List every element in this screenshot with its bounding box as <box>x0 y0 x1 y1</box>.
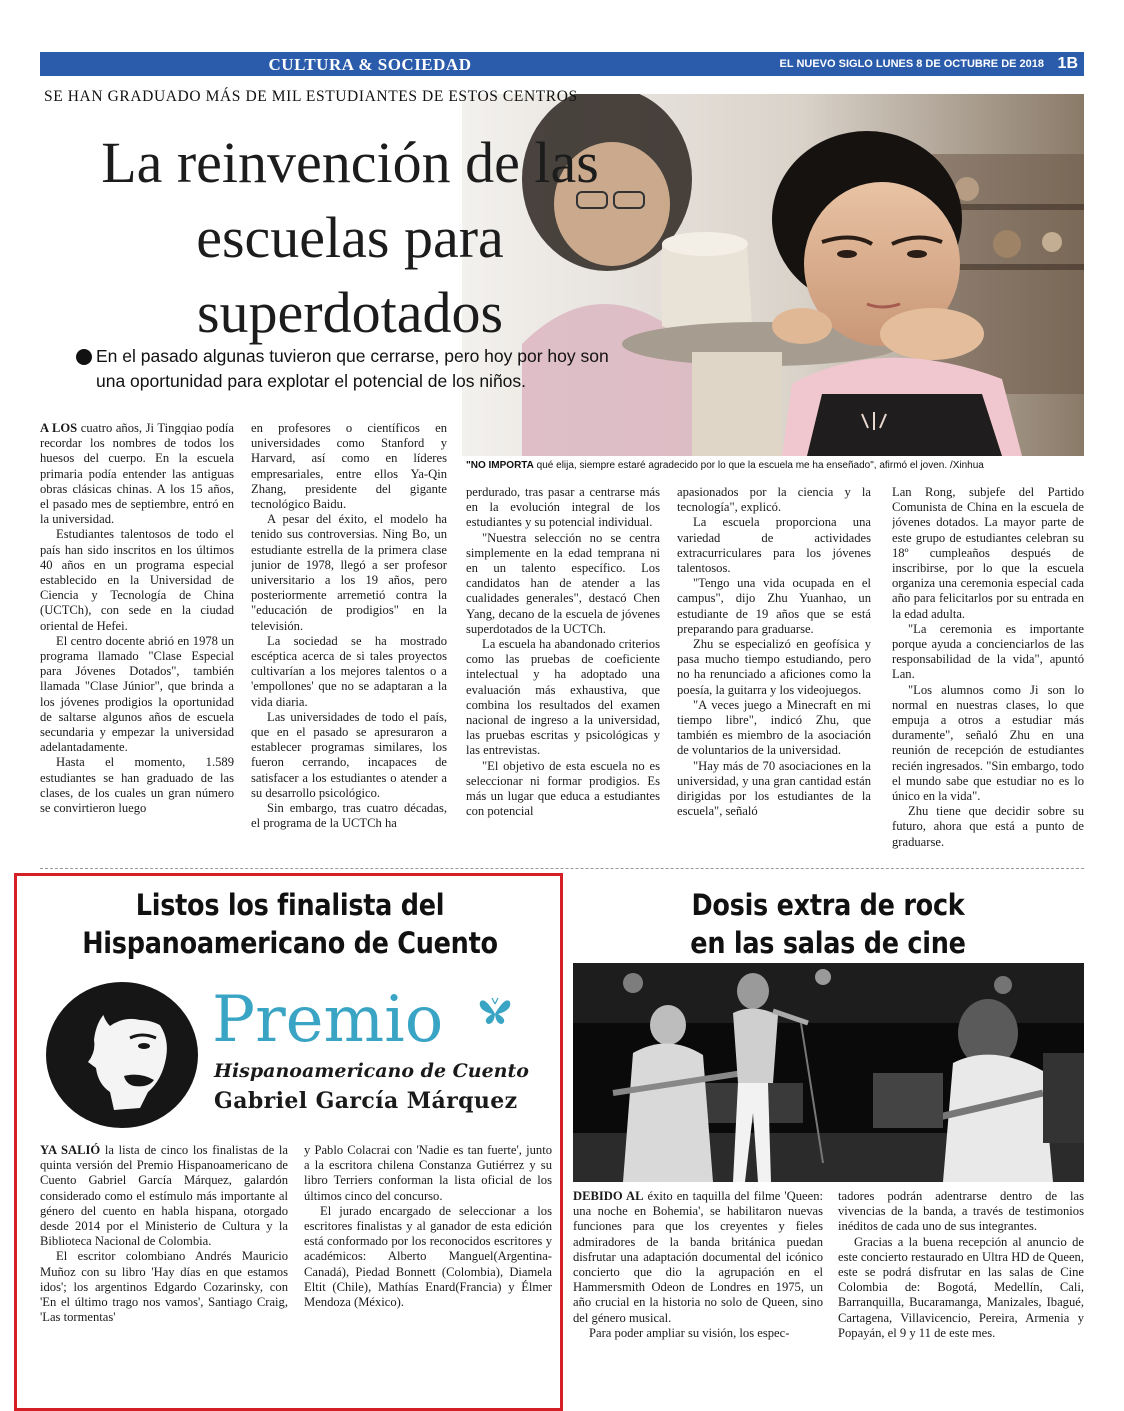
main-column-1 <box>40 421 234 865</box>
paragraph: El centro docente abrió en 1978 un programa llamado "Clase Especial para Jóvenes Dotados", también llamada "Clase Júnior", que brinda a los jóvenes prodigios la oportunidad de saltarse algunos años de escuela secundaria y empezar la universidad adelantadamente. <box>40 633 234 755</box>
butterfly-icon <box>478 994 512 1028</box>
paragraph: "La ceremonia es importante porque ayuda a concienciarlos de las responsabilidad de la vida", apuntó Lan. <box>892 621 1084 682</box>
main-column-3 <box>466 485 660 865</box>
paragraph: "Hay más de 70 asociaciones en la universidad, y una gran cantidad están dirigidas por los estudiantes de la escuela", señaló <box>677 758 871 819</box>
paragraph: en profesores o científicos en universidades como Stanford y Harvard, así como en líderes empresariales, entre ellos Ya-Qin Zhang, presidente del gigante tecnológico Baidu. <box>251 421 447 512</box>
paragraph: La escuela ha abandonado criterios como las pruebas de coeficiente intelectual y ha adoptado una evaluación más exhaustiva, que combina los resultados del examen nacional de ingreso a la universidad, las pruebas escritas y psicológicas y las entrevistas. <box>466 637 660 758</box>
lead-word: A LOS <box>40 421 78 435</box>
dek: En el pasado algunas tuvieron que cerrarse, pero hoy por hoy son una oportunidad para explotar el potencial de los niños. <box>96 346 609 391</box>
premio-logo-subtitle: Hispanoamericano de Cuento <box>214 1060 529 1082</box>
paragraph: perdurado, tras pasar a centrarse más en la evolución integral de los estudiantes y su potencial individual. <box>466 485 660 530</box>
caption-lead: "NO IMPORTA <box>466 460 534 471</box>
paragraph: La escuela proporciona una variedad de actividades extracurriculares para los jóvenes talentosos. <box>677 515 871 576</box>
date-line: EL NUEVO SIGLO LUNES 8 DE OCTUBRE DE 2018 <box>779 58 1044 70</box>
paragraph: "Nuestra selección no se centra simplemente en la edad temprana ni en un talento específico. Los candidatos han de atender a las cualidades generales", destacó Chen Yang, decano de la escuela de jóvenes superdotados de la UCTCh. <box>466 530 660 636</box>
rock-column-2 <box>838 1189 1084 1399</box>
section-title: CULTURA & SOCIEDAD <box>268 55 472 74</box>
paragraph: El escritor colombiano Andrés Mauricio Muñoz con su libro 'Hay días en que estamos idos'; los argentinos Edgardo Cozarinsky, con 'En el último trago nos vamos', Santiago Craig, 'Las tormentas' <box>40 1249 288 1325</box>
paragraph: A pesar del éxito, el modelo ha tenido sus controversias. Ning Bo, un estudiante estrella de la primera clase junior de 1978, llegó a ser profesor universitario a los 19 años, pero posteriormente arremetió contra la "educación de prodigios" en la televisión. <box>251 512 447 633</box>
section-divider <box>40 868 1084 869</box>
paragraph: y Pablo Colacrai con 'Nadie es tan fuerte', junto a la escritora chilena Constanza Gutiérrez y su libro Terriers conforman la lista oficial de los últimos cinco del concurso. <box>304 1143 552 1203</box>
premio-column-2 <box>304 1143 552 1403</box>
lead-word: DEBIDO AL <box>573 1189 644 1203</box>
headline: La reinvención de las escuelas para superdotados <box>101 130 599 345</box>
paragraph: Las universidades de todo el país, que en el pasado se apresuraron a establecer programas similares, los fueron cerrando, incapaces de satisfacer a los estudiantes o atender a su desarrollo psicológico. <box>251 709 447 800</box>
premio-column-1 <box>40 1143 288 1403</box>
paragraph: tadores podrán adentrarse dentro de las vivencias de la banda, a través de testimonios inéditos de cada uno de sus integrantes. <box>838 1189 1084 1234</box>
paragraph: A LOS cuatro años, Ji Tingqiao podía recordar los nombres de todos los huesos del cuerpo. En la escuela primaria podía entender las antiguas obras clásicas chinas. A los 15 años, el pasado mes de septiembre, entró en la universidad. <box>40 421 234 527</box>
paragraph: Gracias a la buena recepción al anuncio de este concierto restaurado en Ultra HD de Queen, este se podrá disfrutar en las salas de Cine Colombia de: Bogotá, Medellín, Cali, Barranquilla, Bucaramanga, Manizales, Ibagué, Cartagena, Villavicencio, Pereira, Armenia y Popayán, el 9 y 11 de este mes. <box>838 1234 1084 1340</box>
paragraph: YA SALIÓ la lista de cinco los finalistas de la quinta versión del Premio Hispanoamericano de Cuento Gabriel García Márquez, galardón considerado como el estímulo más importante al género del cuento en habla hispana, otorgado desde 2014 por el Ministerio de Cultura y la Biblioteca Nacional de Colombia. <box>40 1143 288 1249</box>
premio-logo-name: Gabriel García Márquez <box>214 1088 518 1114</box>
gabo-portrait-logo <box>44 980 204 1130</box>
paragraph: Para poder ampliar su visión, los espec- <box>589 1325 790 1340</box>
paragraph: "Los alumnos como Ji son lo normal en nuestras clases, lo que empuja a otros a estudiar más duramente", señaló Zhu en una reunión de recepción de estudiantes recién ingresados. "Sin embargo, todo el mundo sabe que estudiar no es lo único en la vida". <box>892 682 1084 804</box>
paragraph: Zhu se especializó en geofísica y pasa mucho tiempo estudiando, pero no ha renunciado a aficiones como la poesía, la guitarra y los videojuegos. <box>677 637 871 697</box>
bullet-icon <box>76 349 92 365</box>
paragraph: Sin embargo, tras cuatro décadas, el programa de la UCTCh ha <box>251 801 447 831</box>
premio-logo-text: Premio <box>212 983 444 1057</box>
premio-headline: Listos los finalista del Hispanoamericano de Cuento <box>82 888 498 960</box>
rock-column-1 <box>573 1189 823 1399</box>
section-header-band <box>40 52 1084 76</box>
caption-text: qué elija, siempre estaré agradecido por lo que la escuela me ha enseñado", afirmó el joven. /Xinhua <box>533 460 984 471</box>
paragraph: "El objetivo de esta escuela no es seleccionar ni formar prodigios. Es más un lugar que educa a estudiantes con potencial <box>466 758 660 819</box>
paragraph: Hasta el momento, 1.589 estudiantes se han graduado de las clases, de los cuales un gran número se convirtieron luego <box>40 755 234 816</box>
page-number: 1B <box>1057 55 1078 72</box>
queen-concert-photo <box>573 963 1084 1182</box>
rock-headline: Dosis extra de rock en las salas de cine <box>690 888 966 960</box>
main-column-5 <box>892 485 1084 865</box>
paragraph: Lan Rong, subjefe del Partido Comunista de China en la escuela de jóvenes dotados. La mayor parte de este grupo de estudiantes celebran su 18º cumpleaños después de inscribirse, por lo que la escuela organiza una ceremonia especial cada año para felicitarlos por su entrada en la edad adulta. <box>892 485 1084 621</box>
paragraph: DEBIDO AL éxito en taquilla del filme 'Queen: una noche en Bohemia', se habilitaron nuevas funciones para que los creyentes y fieles admiradores de la banda británica puedan disfrutar una adaptación documental del icónico concierto que dio la agrupación en el Hammersmith Odeon de Londres en 1975, un año crucial en la historia no solo de Queen, sino del género musical. <box>573 1189 823 1325</box>
paragraph: apasionados por la ciencia y la tecnología", explicó. <box>677 485 871 515</box>
paragraph: La sociedad se ha mostrado escéptica acerca de si tales proyectos cultivarían a los mejores talentos o a 'empollones' que no se adaptaran a la vida diaria. <box>251 633 447 709</box>
main-column-2 <box>251 421 447 865</box>
paragraph: El jurado encargado de seleccionar a los escritores finalistas y al ganador de esta edición está conformado por los reconocidos escritores y académicos: Alberto Manguel(Argentina-Canadá), Piedad Bonnett (Colombia), Diamela Eltit (Chile), Mathías Enard(Francia) y Élmer Mendoza (México). <box>304 1203 552 1310</box>
main-column-4 <box>677 485 871 865</box>
paragraph: "Tengo una vida ocupada en el campus", dijo Zhu Yuanhao, un estudiante de 19 años que se está preparando para graduarse. <box>677 576 871 636</box>
paragraph: Zhu tiene que decidir sobre su futuro, ahora que está a punto de graduarse. <box>892 804 1084 849</box>
kicker: SE HAN GRADUADO MÁS DE MIL ESTUDIANTES DE ESTOS CENTROS <box>44 88 578 105</box>
lead-word: YA SALIÓ <box>40 1143 101 1157</box>
paragraph: "A veces juego a Minecraft en mi tiempo libre", indicó Zhu, que también es miembro de la asociación de voluntarios de la universidad. <box>677 697 871 758</box>
paragraph: Estudiantes talentosos de todo el país han sido inscritos en los últimos 40 años en un programa especial establecido en la Universidad de Ciencia y Tecnología de China (UCTCh), con sede en la ciudad oriental de Hefei. <box>40 527 234 633</box>
photo-caption <box>466 460 1082 471</box>
